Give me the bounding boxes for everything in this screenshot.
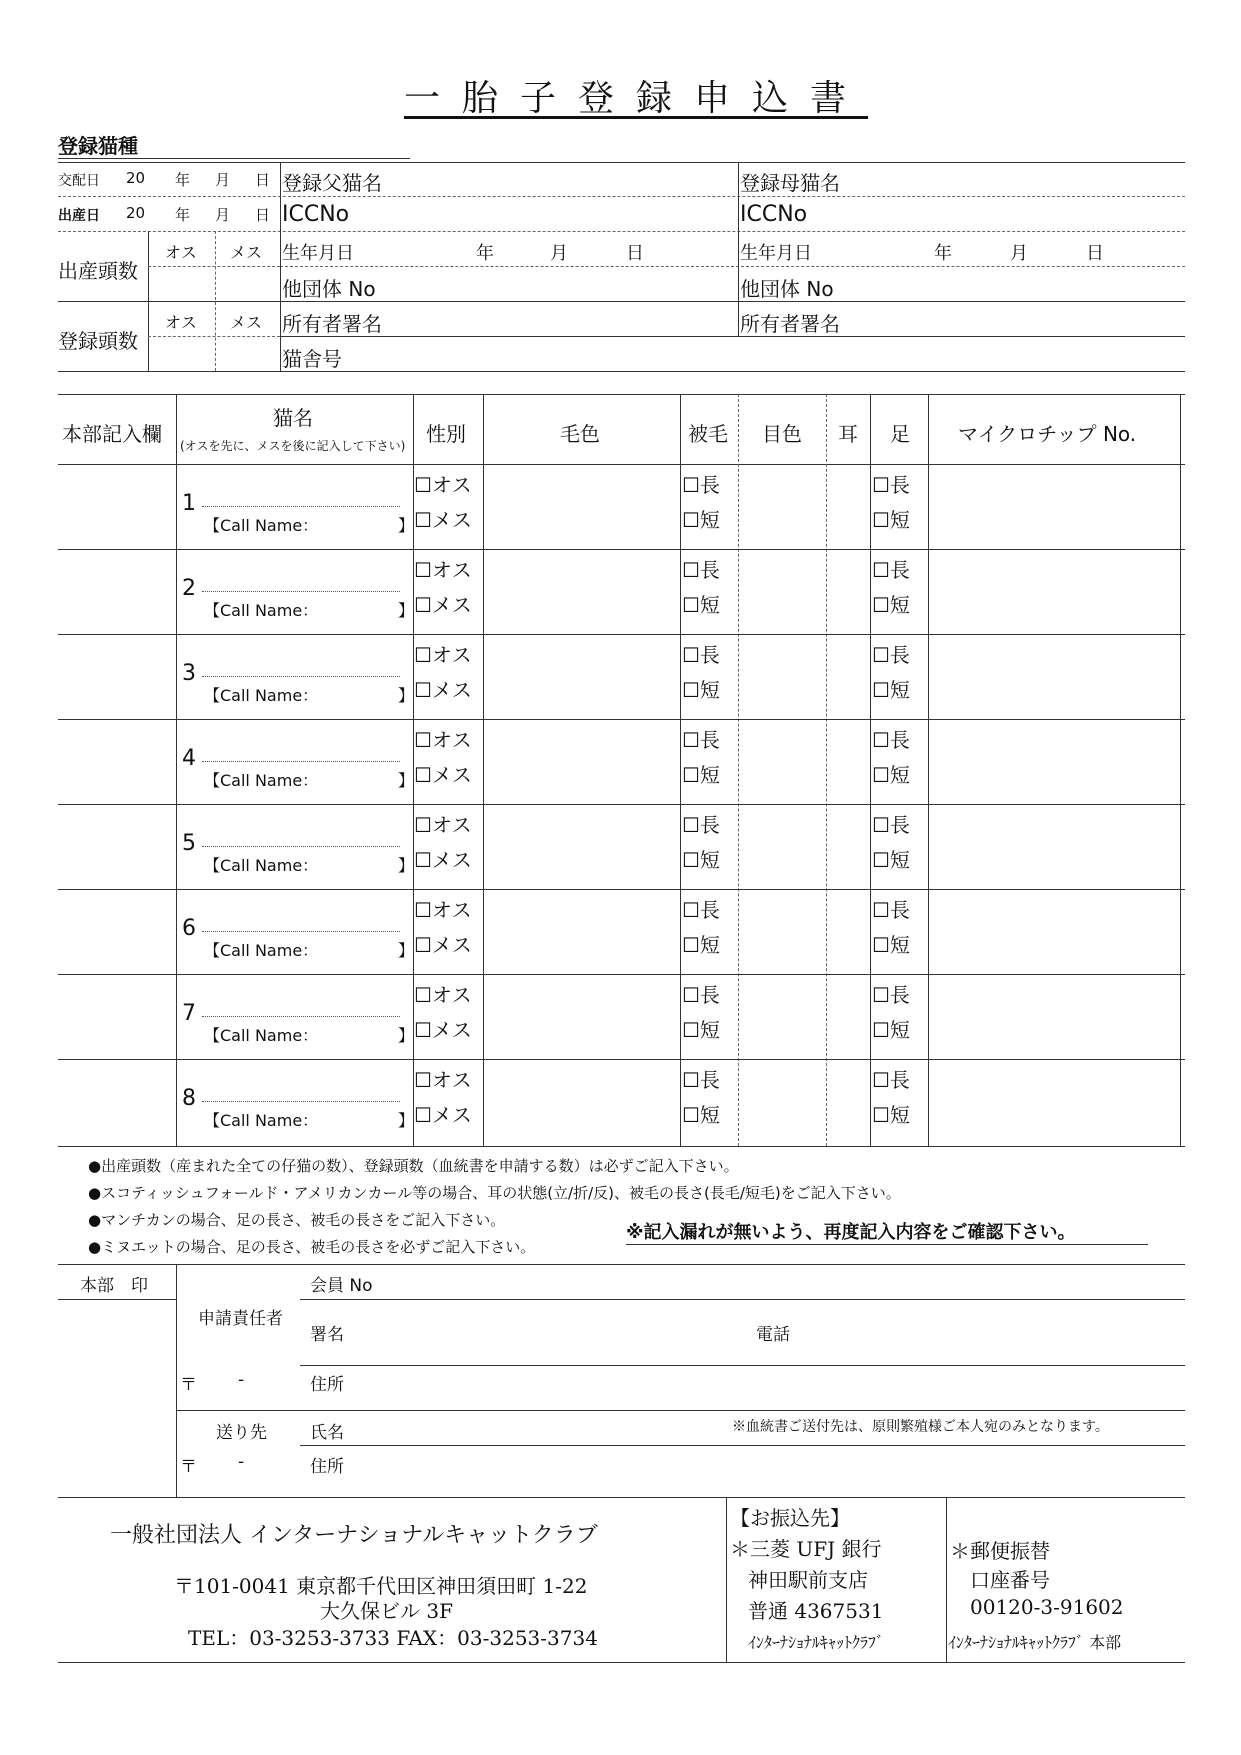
coat-short-checkbox[interactable]: ☐短 <box>682 848 720 872</box>
female-checkbox[interactable]: ☐メス <box>414 593 472 617</box>
row-line <box>58 889 1185 890</box>
day-label: 日 <box>626 243 644 264</box>
coat-long-checkbox[interactable]: ☐長 <box>682 983 720 1007</box>
call-name-close: 】 <box>398 516 415 535</box>
birth-date-label: 出産日 <box>58 208 100 224</box>
row-line <box>58 1059 1185 1060</box>
name-line <box>202 506 400 507</box>
female-checkbox[interactable]: ☐メス <box>414 1018 472 1042</box>
postal-mark: 〒 <box>180 1375 197 1395</box>
male-checkbox[interactable]: ☐オス <box>414 473 472 497</box>
coat-long-checkbox[interactable]: ☐長 <box>682 558 720 582</box>
dam-iccno-label: ICCNo <box>740 202 808 227</box>
phone-label: 電話 <box>756 1325 790 1345</box>
header-color: 毛色 <box>560 422 600 446</box>
org-name: 一般社団法人 インターナショナルキャットクラブ <box>110 1523 598 1548</box>
table-header-bottom <box>58 464 1185 465</box>
name-line <box>202 1016 400 1017</box>
call-name-label: 【Call Name： <box>204 771 319 790</box>
note: ●ミヌエットの場合、足の長さ、被毛の長さを必ずご記入下さい。 <box>88 1238 536 1256</box>
coat-short-checkbox[interactable]: ☐短 <box>682 1103 720 1127</box>
mating-date-label: 交配日 <box>58 173 100 189</box>
org-address-1: 〒101-0041 東京都千代田区神田須田町 1-22 <box>174 1574 588 1598</box>
coat-short-checkbox[interactable]: ☐短 <box>682 933 720 957</box>
coat-long-checkbox[interactable]: ☐長 <box>682 898 720 922</box>
births-male: オス <box>165 243 197 262</box>
male-checkbox[interactable]: ☐オス <box>414 728 472 752</box>
postal-dash: - <box>238 1370 245 1390</box>
leg-short-checkbox[interactable]: ☐短 <box>872 593 910 617</box>
registered-male: オス <box>165 313 197 332</box>
bank-line-1: ＊三菱 UFJ 銀行 <box>730 1537 882 1561</box>
year-prefix: 20 <box>126 169 146 187</box>
call-name-close: 】 <box>398 1026 415 1045</box>
row-line <box>58 196 1185 197</box>
send-to-label: 送り先 <box>216 1423 267 1443</box>
sire-name-label: 登録父猫名 <box>282 171 382 195</box>
year-label: 年 <box>175 206 191 224</box>
name-line <box>202 761 400 762</box>
male-checkbox[interactable]: ☐オス <box>414 898 472 922</box>
note: ●出産頭数（産まれた全ての仔猫の数）、登録頭数（血統書を申請する数）は必ずご記入下さい。 <box>88 1157 739 1175</box>
leg-short-checkbox[interactable]: ☐短 <box>872 848 910 872</box>
header-coat: 被毛 <box>688 422 728 446</box>
call-name-label: 【Call Name： <box>204 1111 319 1130</box>
stamp-line <box>58 1299 176 1300</box>
row-line <box>300 1445 1185 1446</box>
call-name-close: 】 <box>398 856 415 875</box>
send-note: ※血統書ご送付先は、原則繁殖様ご本人宛のみとなります。 <box>732 1419 1109 1435</box>
header-office: 本部記入欄 <box>62 422 162 446</box>
female-checkbox[interactable]: ☐メス <box>414 763 472 787</box>
coat-short-checkbox[interactable]: ☐短 <box>682 593 720 617</box>
note: ●スコティッシュフォールド・アメリカンカール等の場合、耳の状態(立/折/反)、被毛の長さ(長毛/短毛)をご記入下さい。 <box>88 1184 901 1202</box>
row-line <box>58 549 1185 550</box>
leg-long-checkbox[interactable]: ☐長 <box>872 728 910 752</box>
row-number: 8 <box>182 1086 196 1111</box>
name-line <box>202 591 400 592</box>
call-name-label: 【Call Name： <box>204 516 319 535</box>
coat-long-checkbox[interactable]: ☐長 <box>682 643 720 667</box>
page-title: 一胎子登録申込書 <box>404 78 869 119</box>
confirm-note: ※記入漏れが無いよう、再度記入内容をご確認下さい。 <box>626 1222 1076 1243</box>
row-line <box>148 336 280 337</box>
col-line <box>726 1497 727 1662</box>
name-line <box>202 846 400 847</box>
col-line <box>870 394 871 1146</box>
row-line <box>280 266 1185 267</box>
top-line <box>58 162 1185 163</box>
header-cat-name-note: (オスを先に、メスを後に記入して下さい) <box>180 439 406 453</box>
footer-bottom <box>58 1662 1185 1663</box>
row-number: 6 <box>182 916 196 941</box>
female-checkbox[interactable]: ☐メス <box>414 848 472 872</box>
row-number: 3 <box>182 661 196 686</box>
dam-name-label: 登録母猫名 <box>740 171 840 195</box>
row-number: 7 <box>182 1001 196 1026</box>
cattery-label: 猫舎号 <box>282 347 342 371</box>
leg-long-checkbox[interactable]: ☐長 <box>872 813 910 837</box>
applicant-top <box>58 1264 1185 1265</box>
coat-long-checkbox[interactable]: ☐長 <box>682 728 720 752</box>
leg-short-checkbox[interactable]: ☐短 <box>872 1103 910 1127</box>
address-label: 住所 <box>310 1457 344 1477</box>
leg-short-checkbox[interactable]: ☐短 <box>872 933 910 957</box>
call-name-close: 】 <box>398 1111 415 1130</box>
leg-short-checkbox[interactable]: ☐短 <box>872 1018 910 1042</box>
col-line <box>946 1497 947 1662</box>
header-leg: 足 <box>890 422 910 446</box>
day-label: 日 <box>255 206 271 224</box>
confirm-underline <box>626 1244 1148 1245</box>
male-checkbox[interactable]: ☐オス <box>414 558 472 582</box>
day-label: 日 <box>255 171 271 189</box>
year-prefix: 20 <box>126 204 146 222</box>
bank-line-4: ｲﾝﾀｰﾅｼｮﾅﾙｷｬｯﾄｸﾗﾌﾞ <box>748 1633 885 1652</box>
name-line <box>202 676 400 677</box>
col-line <box>215 231 216 371</box>
row-line <box>148 266 280 267</box>
call-name-label: 【Call Name： <box>204 941 319 960</box>
col-line <box>1180 394 1181 1146</box>
month-label: 月 <box>215 171 231 189</box>
col-line <box>176 394 177 1146</box>
col-line <box>928 394 929 1146</box>
row-line <box>300 1299 1185 1300</box>
note: ●マンチカンの場合、足の長さ、被毛の長さをご記入下さい。 <box>88 1211 506 1229</box>
leg-long-checkbox[interactable]: ☐長 <box>872 643 910 667</box>
name-line <box>202 1101 400 1102</box>
bank-line-3: 普通 4367531 <box>748 1599 884 1623</box>
coat-long-checkbox[interactable]: ☐長 <box>682 1068 720 1092</box>
col-line <box>738 162 739 336</box>
coat-long-checkbox[interactable]: ☐長 <box>682 473 720 497</box>
postal-mark: 〒 <box>180 1457 197 1477</box>
name-line <box>202 931 400 932</box>
post-line-4: ｲﾝﾀｰﾅｼｮﾅﾙｷｬｯﾄｸﾗﾌﾞ 本部 <box>948 1633 1122 1652</box>
call-name-label: 【Call Name： <box>204 601 319 620</box>
col-line <box>826 394 827 1146</box>
address-label: 住所 <box>310 1375 344 1395</box>
call-name-close: 】 <box>398 686 415 705</box>
call-name-label: 【Call Name： <box>204 1026 319 1045</box>
header-chip: マイクロチップ No. <box>958 422 1137 446</box>
leg-short-checkbox[interactable]: ☐短 <box>872 678 910 702</box>
dam-other-org: 他団体 No <box>740 277 834 301</box>
col-line <box>483 394 484 1146</box>
row-line <box>58 634 1185 635</box>
row-line <box>58 231 1185 232</box>
sire-iccno-label: ICCNo <box>282 202 350 227</box>
coat-short-checkbox[interactable]: ☐短 <box>682 508 720 532</box>
leg-long-checkbox[interactable]: ☐長 <box>872 1068 910 1092</box>
year-label: 年 <box>175 171 191 189</box>
post-line-3: 00120-3-91602 <box>970 1595 1124 1619</box>
org-address-2: 大久保ビル 3F <box>320 1599 453 1623</box>
sire-other-org: 他団体 No <box>282 277 376 301</box>
org-tel: TEL：03-3253-3733 FAX：03-3253-3734 <box>188 1626 598 1650</box>
sire-birthday-label: 生年月日 <box>282 243 354 264</box>
month-label: 月 <box>1010 243 1028 264</box>
row-line <box>58 719 1185 720</box>
year-label: 年 <box>934 243 952 264</box>
call-name-label: 【Call Name： <box>204 686 319 705</box>
leg-long-checkbox[interactable]: ☐長 <box>872 898 910 922</box>
leg-short-checkbox[interactable]: ☐短 <box>872 508 910 532</box>
leg-short-checkbox[interactable]: ☐短 <box>872 763 910 787</box>
male-checkbox[interactable]: ☐オス <box>414 813 472 837</box>
responsible-label: 申請責任者 <box>198 1309 283 1329</box>
female-checkbox[interactable]: ☐メス <box>414 933 472 957</box>
call-name-label: 【Call Name： <box>204 856 319 875</box>
post-line-1: ＊郵便振替 <box>950 1539 1050 1563</box>
signature-label: 署名 <box>310 1325 344 1345</box>
table-bottom <box>58 1146 1185 1147</box>
row-number: 4 <box>182 746 196 771</box>
header-cat-name: 猫名 <box>273 406 313 430</box>
row-line <box>58 301 1185 302</box>
male-checkbox[interactable]: ☐オス <box>414 983 472 1007</box>
coat-short-checkbox[interactable]: ☐短 <box>682 1018 720 1042</box>
post-line-2: 口座番号 <box>970 1568 1050 1592</box>
applicant-bottom <box>58 1497 1185 1498</box>
month-label: 月 <box>215 206 231 224</box>
name-label: 氏名 <box>310 1423 344 1443</box>
day-label: 日 <box>1086 243 1104 264</box>
leg-long-checkbox[interactable]: ☐長 <box>872 473 910 497</box>
call-name-close: 】 <box>398 771 415 790</box>
dam-owner-sign: 所有者署名 <box>740 312 840 336</box>
row-line <box>58 974 1185 975</box>
col-line <box>176 1264 177 1497</box>
registered-female: メス <box>230 313 263 332</box>
call-name-close: 】 <box>398 941 415 960</box>
coat-short-checkbox[interactable]: ☐短 <box>682 678 720 702</box>
row-line <box>280 336 1185 337</box>
row-line <box>176 1410 1185 1411</box>
male-checkbox[interactable]: ☐オス <box>414 643 472 667</box>
row-number: 2 <box>182 576 196 601</box>
header-eye: 目色 <box>762 422 802 446</box>
female-checkbox[interactable]: ☐メス <box>414 1103 472 1127</box>
births-female: メス <box>230 243 263 262</box>
member-no-label: 会員 No <box>310 1276 373 1296</box>
leg-long-checkbox[interactable]: ☐長 <box>872 983 910 1007</box>
male-checkbox[interactable]: ☐オス <box>414 1068 472 1092</box>
coat-short-checkbox[interactable]: ☐短 <box>682 763 720 787</box>
breed-label: 登録猫種 <box>58 134 138 158</box>
year-label: 年 <box>476 243 494 264</box>
bank-line-2: 神田駅前支店 <box>748 1568 868 1592</box>
female-checkbox[interactable]: ☐メス <box>414 678 472 702</box>
sire-owner-sign: 所有者署名 <box>282 312 382 336</box>
row-number: 5 <box>182 831 196 856</box>
row-line <box>58 804 1185 805</box>
header-sex: 性別 <box>426 422 466 446</box>
row-number: 1 <box>182 491 196 516</box>
leg-long-checkbox[interactable]: ☐長 <box>872 558 910 582</box>
coat-long-checkbox[interactable]: ☐長 <box>682 813 720 837</box>
postal-dash: - <box>238 1452 245 1472</box>
month-label: 月 <box>550 243 568 264</box>
call-name-close: 】 <box>398 601 415 620</box>
col-line <box>680 394 681 1146</box>
table-top <box>58 394 1185 395</box>
dam-birthday-label: 生年月日 <box>740 243 812 264</box>
col-line <box>280 162 281 371</box>
row-line <box>300 1365 1185 1366</box>
row-line <box>58 371 1185 372</box>
births-label: 出産頭数 <box>58 259 138 283</box>
col-line <box>738 394 739 1146</box>
registered-label: 登録頭数 <box>58 329 138 353</box>
header-ear: 耳 <box>838 422 858 446</box>
office-stamp-label: 本部 印 <box>80 1276 148 1296</box>
breed-underline <box>58 158 410 159</box>
transfer-title: 【お振込先】 <box>730 1506 850 1530</box>
col-line <box>148 231 149 371</box>
female-checkbox[interactable]: ☐メス <box>414 508 472 532</box>
